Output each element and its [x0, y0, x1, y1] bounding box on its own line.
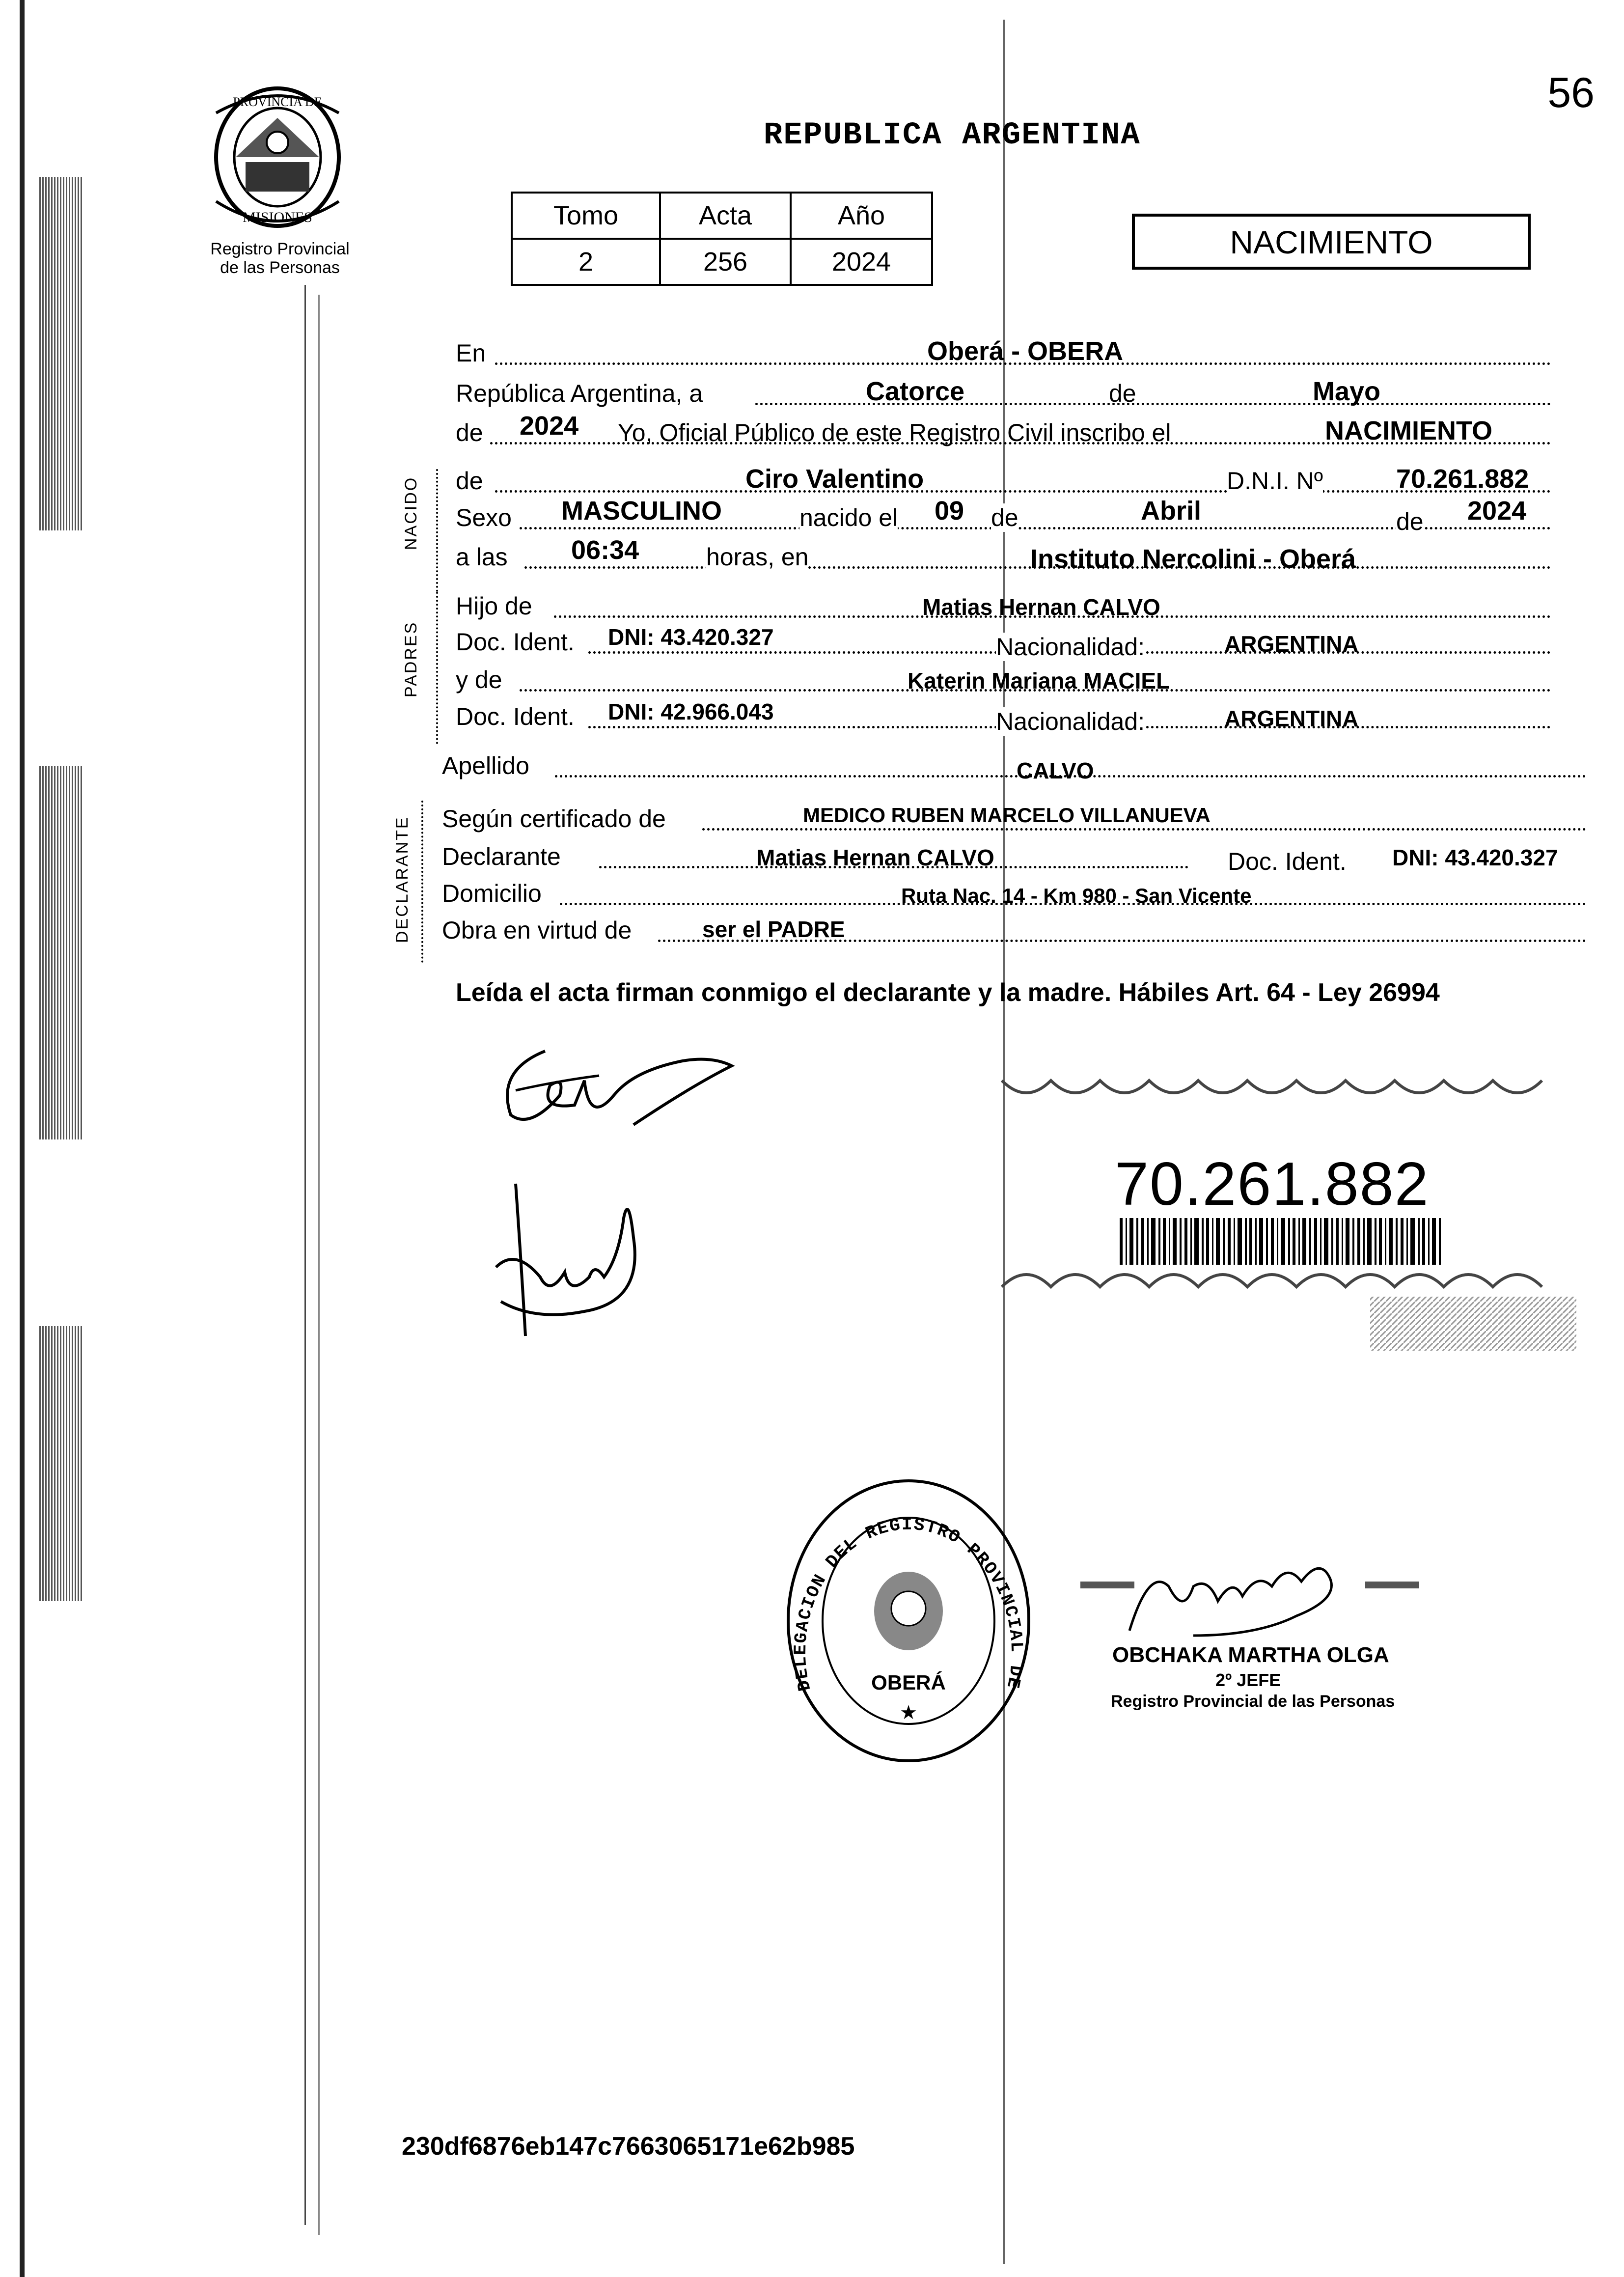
mother-signature: [486, 1179, 663, 1346]
tomo-value: 2: [512, 239, 660, 285]
svg-text:★: ★: [900, 1702, 917, 1723]
scan-edge-line: [20, 0, 25, 2277]
birth-place: Instituto Nercolini - Oberá: [1030, 544, 1356, 574]
official-role: 2º JEFE: [1215, 1670, 1281, 1690]
crest-caption: Registro Provincial de las Personas: [210, 240, 350, 277]
child-dni: 70.261.882: [1396, 464, 1529, 494]
official-name: OBCHAKA MARTHA OLGA: [1112, 1643, 1389, 1667]
margin-line: [318, 295, 320, 2235]
address: Ruta Nac. 14 - Km 980 - San Vicente: [901, 884, 1252, 907]
child-name: Ciro Valentino: [745, 464, 924, 494]
acta-header: Acta: [660, 193, 791, 239]
scan-noise: [39, 1326, 83, 1601]
row-father-doc: Doc. Ident. DNI: 43.420.327 Nacionalidad: ARGENTINA: [456, 628, 1585, 662]
crest-text-top: PROVINCIA DE: [233, 95, 322, 109]
row-en: En Oberá - OBERA: [456, 339, 1585, 373]
seal-city: OBERÁ: [871, 1671, 946, 1694]
official-organization: Registro Provincial de las Personas: [1111, 1692, 1395, 1711]
scan-noise: [39, 766, 83, 1139]
certificate-issuer: MEDICO RUBEN MARCELO VILLANUEVA: [803, 804, 1211, 827]
anio-header: Año: [791, 193, 932, 239]
seal-ring-text: DELEGACION DEL REGISTRO PROVINCIAL DE: [790, 1514, 1027, 1693]
row-declarante: Declarante Matias Hernan CALVO Doc. Ident. DNI: 43.420.327: [442, 843, 1558, 875]
row-date: República Argentina, a Catorce de Mayo: [456, 379, 1585, 414]
mother-nationality: ARGENTINA: [1224, 706, 1359, 731]
row-hora: a las 06:34 horas, en Instituto Nercolini - Oberá: [456, 543, 1585, 577]
id-stamp-number: 70.261.882: [1115, 1150, 1430, 1218]
row-y-de: y de Katerin Mariana MACIEL: [456, 666, 1585, 700]
declarant-signature: [486, 1031, 742, 1139]
row-mother-doc: Doc. Ident. DNI: 42.966.043 Nacionalidad: ARGENTINA: [456, 702, 1585, 737]
official-signature: [1071, 1557, 1444, 1640]
birth-year: 2024: [1467, 496, 1527, 526]
obera-delegation-seal: [781, 1473, 1036, 1768]
declarant-doc: DNI: 43.420.327: [1392, 845, 1558, 870]
row-hijo-de: Hijo de Matias Hernan CALVO: [456, 592, 1585, 626]
surname: CALVO: [1017, 758, 1094, 783]
year-value: 2024: [520, 411, 579, 441]
statement-value: NACIMIENTO: [1325, 416, 1493, 445]
tomo-header: Tomo: [512, 193, 660, 239]
father-doc: DNI: 43.420.327: [608, 624, 774, 650]
place-value: Oberá - OBERA: [927, 336, 1124, 366]
row-sexo: Sexo MASCULINO nacido el 09 de Abril de 2024: [456, 503, 1585, 538]
page-number: 56: [1547, 69, 1595, 116]
sex-value: MASCULINO: [561, 496, 722, 526]
section-label-padres: PADRES: [402, 621, 420, 697]
mother-doc: DNI: 42.966.043: [608, 699, 774, 724]
closing-text: Leída el acta firman conmigo el declarante y la madre. Hábiles Art. 64 - Ley 26994: [456, 978, 1440, 1007]
margin-line: [304, 285, 306, 2225]
birth-day: 09: [935, 496, 964, 526]
anio-value: 2024: [791, 239, 932, 285]
row-apellido: Apellido CALVO: [442, 751, 1586, 786]
day-value: Catorce: [866, 377, 965, 406]
birth-hour: 06:34: [571, 535, 639, 565]
row-domicilio: Domicilio Ruta Nac. 14 - Km 980 - San Vicente: [442, 879, 1586, 914]
row-certificado: Según certificado de MEDICO RUBEN MARCELO VILLANUEVA: [442, 805, 1586, 839]
record-table: [511, 192, 933, 286]
mother-name: Katerin Mariana MACIEL: [908, 668, 1170, 694]
declarant-name: Matias Hernan CALVO: [756, 845, 994, 870]
misiones-crest: [206, 83, 349, 231]
obra-value: ser el PADRE: [702, 916, 845, 942]
birth-month: Abril: [1141, 496, 1202, 526]
scan-noise: [39, 177, 83, 530]
row-nacido-name: de Ciro Valentino D.N.I. Nº 70.261.882: [456, 467, 1585, 501]
row-obra: Obra en virtud de ser el PADRE: [442, 916, 1586, 950]
crest-text-bottom: MISIONES: [243, 209, 312, 225]
document-title: REPUBLICA ARGENTINA: [764, 118, 1141, 153]
acta-value: 256: [660, 239, 791, 285]
row-statement: de 2024 Yo, Oficial Público de este Registro Civil inscribo el NACIMIENTO: [456, 418, 1585, 453]
section-label-declarante: DECLARANTE: [393, 816, 412, 943]
document-hash: 230df6876eb147c7663065171e62b985: [402, 2132, 855, 2161]
record-type-box: NACIMIENTO: [1132, 214, 1531, 270]
father-nationality: ARGENTINA: [1224, 631, 1359, 657]
father-name: Matias Hernan CALVO: [922, 594, 1160, 620]
section-label-nacido: NACIDO: [402, 476, 420, 550]
month-value: Mayo: [1313, 377, 1381, 406]
